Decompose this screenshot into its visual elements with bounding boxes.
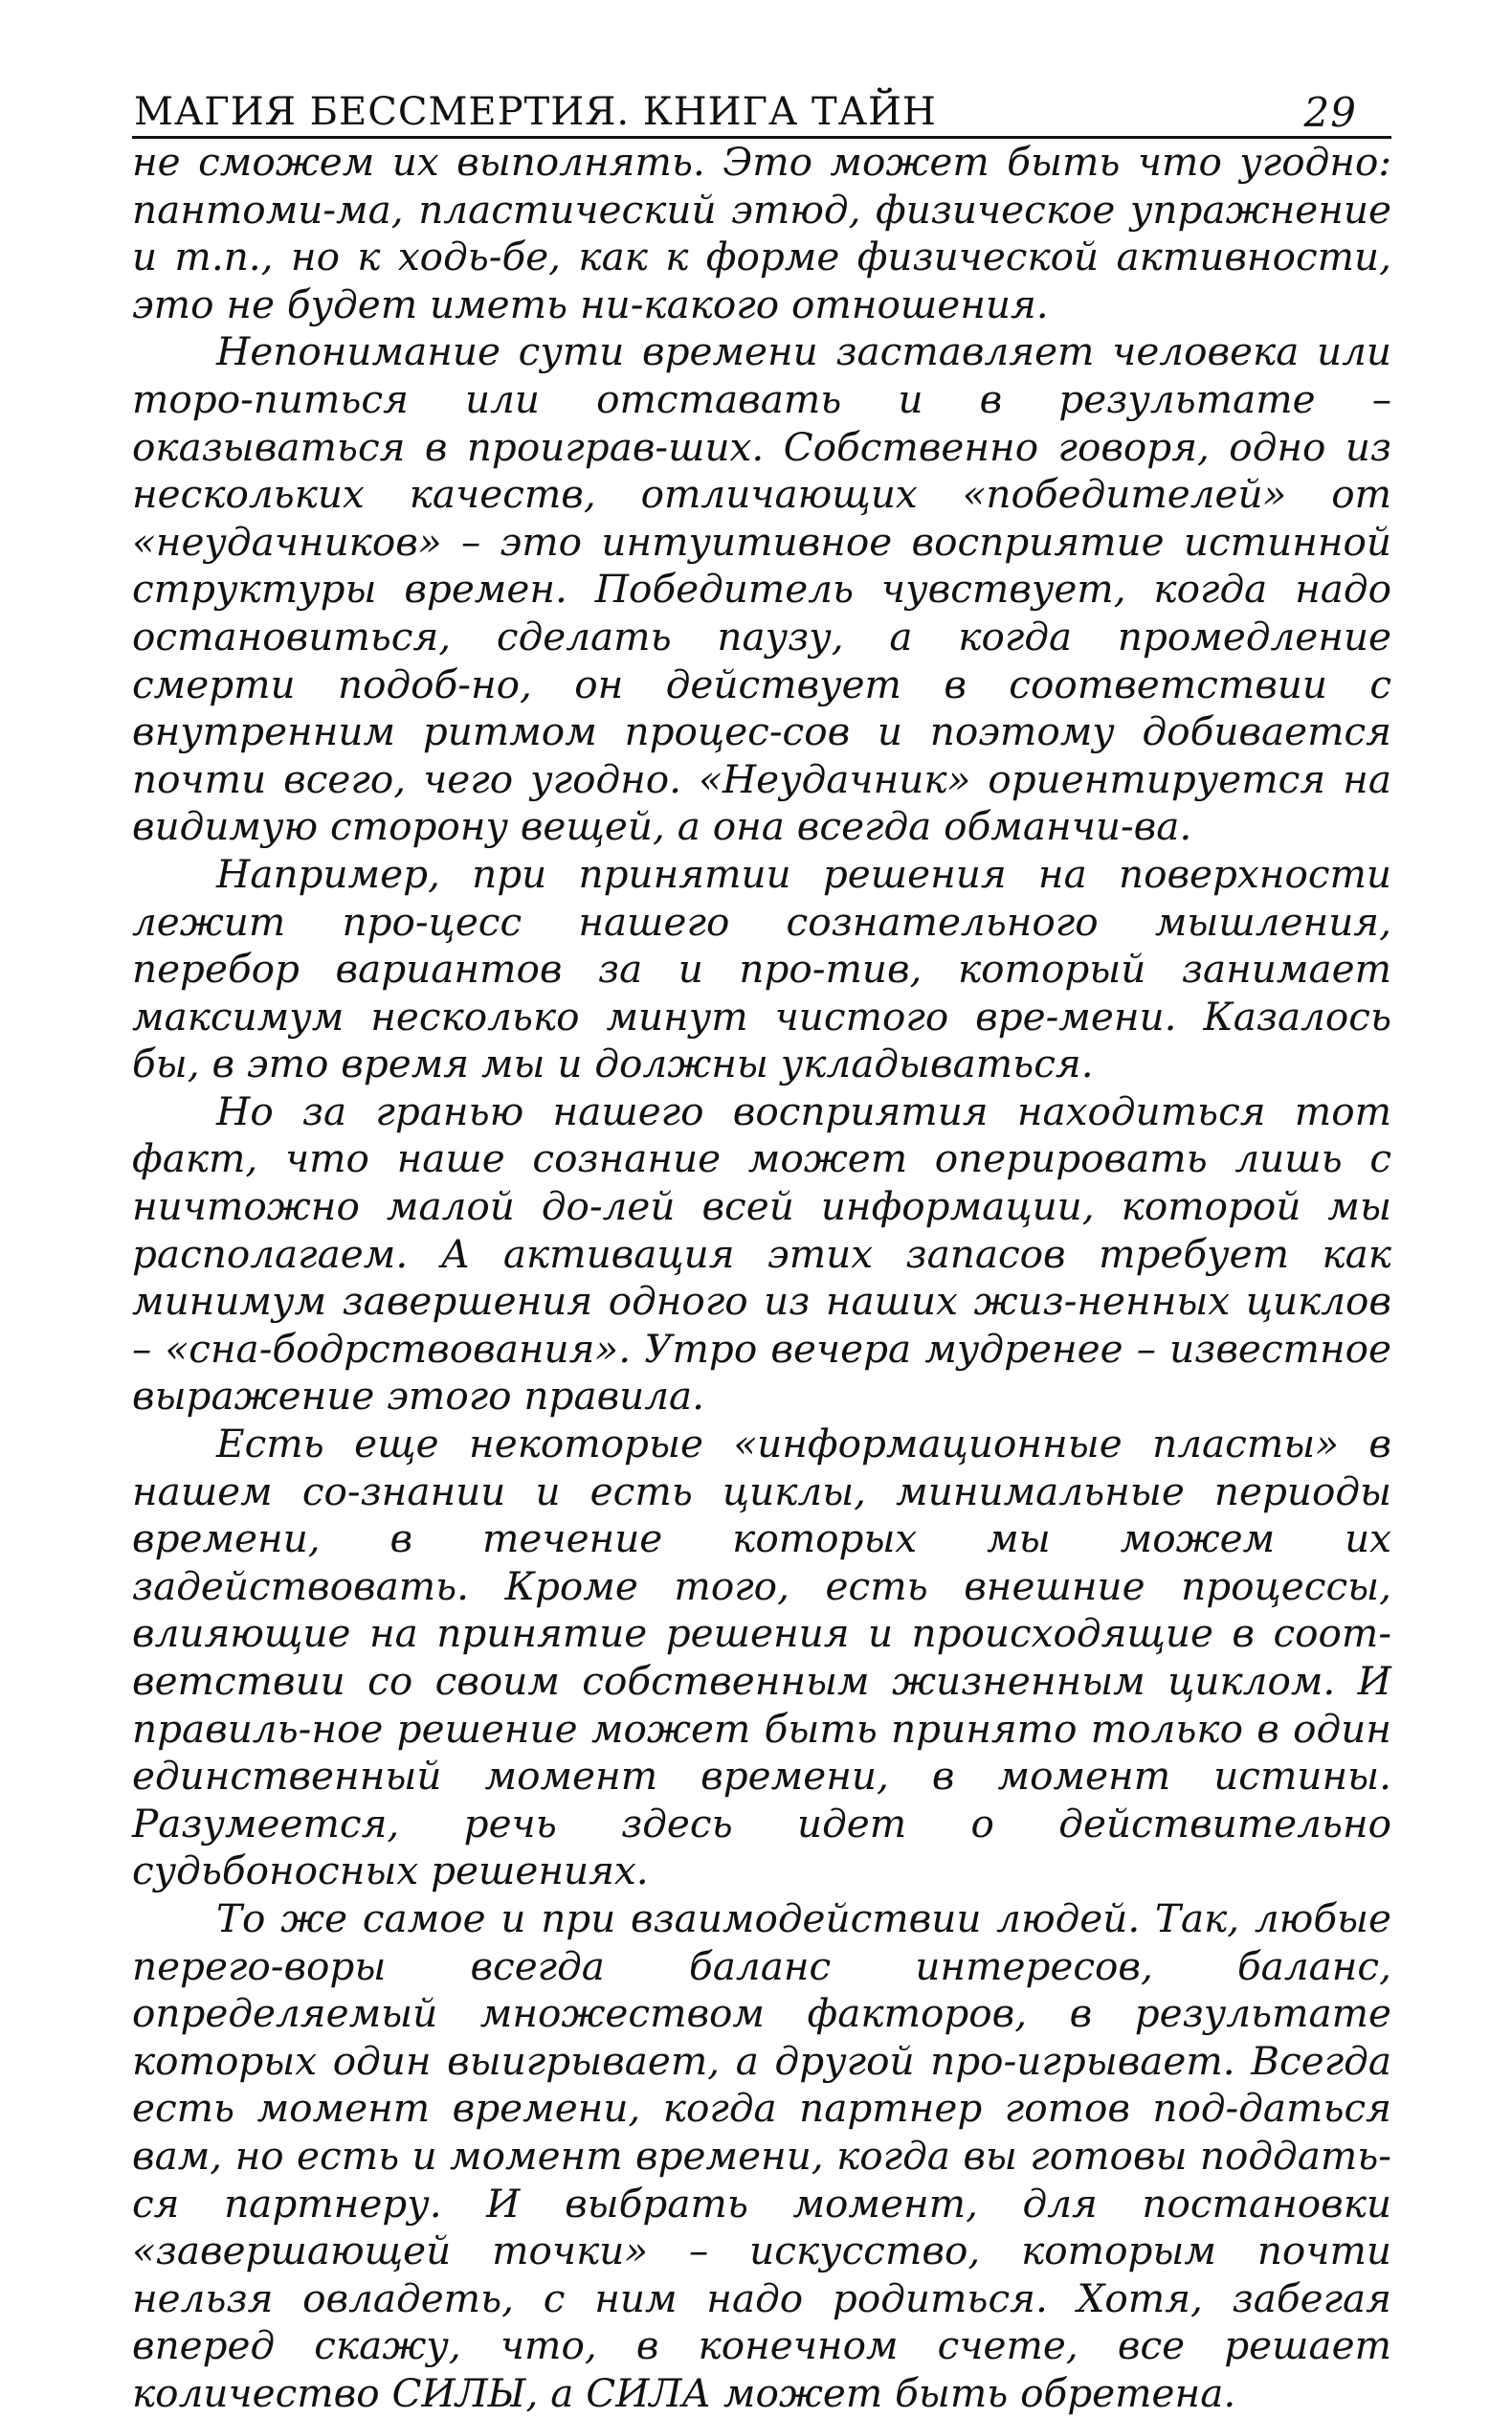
paragraph-3: Например, при принятии решения на поверхности лежит про-цесс нашего сознательного мышления, перебор вариантов за и про-тив, который занимает максимум несколько минут чистого вре-мени. Казалось бы, в это время мы и должны укладываться. bbox=[132, 850, 1391, 1087]
paragraph-6: То же самое и при взаимодействии людей. Так, любые перего-воры всегда баланс интересов, баланс, определяемый множеством факторов, в результате которых один выигрывает, а другой про-игрывает. Всегда есть момент времени, когда партнер готов под-даться вам, но есть и момент времени, когда вы готовы поддать-ся партнеру. И выбрать момент, для постановки «завершающей точки» – искусство, которым почти нельзя овладеть, с ним надо родиться. Хотя, забегая вперед скажу, что, в конечном счете, все решает количество СИЛЫ, а СИЛА может быть обретена. bbox=[132, 1894, 1391, 2416]
page-number: 29 bbox=[1303, 89, 1357, 136]
paragraph-1: не сможем их выполнять. Это может быть что угодно: пантоми-ма, пластический этюд, физическое упражнение и т.п., но к ходь-бе, как к форме физической активности, это не будет иметь ни-какого отношения. bbox=[132, 139, 1391, 327]
book-title: МАГИЯ БЕССМЕРТИЯ. КНИГА ТАЙН bbox=[134, 90, 937, 134]
paragraph-4: Но за гранью нашего восприятия находиться тот факт, что наше сознание может оперировать лишь с ничтожно малой до-лей всей информации, которой мы располагаем. А активация этих запасов требует как минимум завершения одного из наших жиз-ненных циклов – «сна-бодрствования». Утро вечера мудренее – известное выражение этого правила. bbox=[132, 1087, 1391, 1420]
running-header bbox=[132, 84, 1391, 139]
body-text bbox=[132, 139, 1391, 2418]
paragraph-2: Непонимание сути времени заставляет человека или торо-питься или отставать и в результате – оказываться в проиграв-ших. Собственно говоря, одно из нескольких качеств, отличающих «победителей» от «неудачников» – это интуитивное восприятие истинной структуры времен. Победитель чувствует, когда надо остановиться, сделать паузу, а когда промедление смерти подоб-но, он действует в соответствии с внутренним ритмом процес-сов и поэтому добивается почти всего, чего угодно. «Неудачник» ориентируется на видимую сторону вещей, а она всегда обманчи-ва. bbox=[132, 328, 1391, 850]
paragraph-5: Есть еще некоторые «информационные пласты» в нашем со-знании и есть циклы, минимальные периоды времени, в течение которых мы можем их задействовать. Кроме того, есть внешние процессы, влияющие на принятие решения и происходящие в соот-ветствии со своим собственным жизненным циклом. И правиль-ное решение может быть принято только в один единственный момент времени, в момент истины. Разумеется, речь здесь идет о действительно судьбоносных решениях. bbox=[132, 1421, 1391, 1894]
book-page bbox=[132, 84, 1391, 2418]
